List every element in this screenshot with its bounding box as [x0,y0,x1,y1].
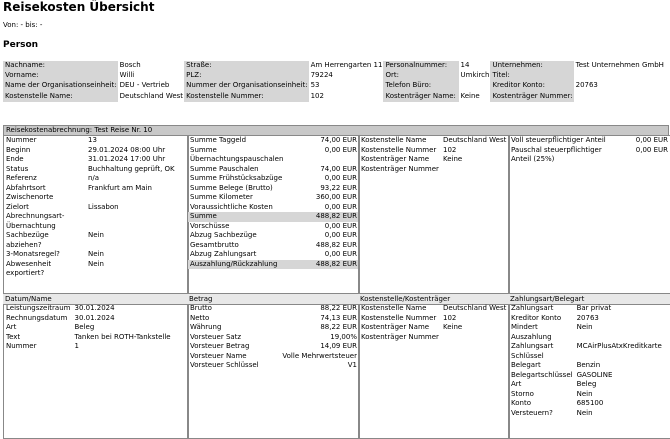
person-value [574,71,670,81]
general-row [4,250,188,260]
kst-value: Keine [443,323,463,331]
general-row [4,231,188,250]
kst-label: Kostenträger Name [361,323,430,331]
cost-box [358,135,510,295]
general-row [4,260,188,279]
person-label: Kostenstelle Nummer: [184,92,308,102]
datum-value: 1 [74,342,79,350]
general-value [86,212,188,231]
betrag-label: Währung [190,323,222,331]
sum-label: Summe Frühstücksabzüge [190,174,283,182]
cost-label: Kostenstelle Nummer [361,145,437,154]
general-row [4,146,188,156]
general-row [4,155,188,165]
zahlung-value: GASOLINE [576,370,613,379]
person-label: Titel: [490,71,573,81]
person-row [3,61,670,71]
general-label: 3-Monatsregel? [6,250,60,258]
zahlung-row [509,361,670,371]
cost-value: Deutschland West [443,136,507,144]
sum-row [188,136,359,146]
person-value: Bosch [119,61,141,69]
zahlung-label: Versteuern? [511,408,553,417]
sum-value: 93,22 EUR [320,183,357,192]
person-value: DEU - Vertrieb [119,81,170,90]
sum-row [188,193,359,203]
datum-label: Nummer [6,342,37,350]
zahlung-row [509,371,670,381]
datum-label: Text [6,332,21,341]
zahlung-value: Nein [576,389,593,398]
person-value: Test Unternehmen GmbH [575,61,664,69]
zahlung-label: Mindert Auszahlung [511,323,552,341]
tax-value: 0,00 EUR [635,145,668,154]
datum-row [4,314,188,324]
person-label: Kostenträger Name: [383,92,458,102]
datum-label: Art [6,323,17,331]
general-value: 13 [88,136,97,144]
general-value: Lissabon [88,202,119,211]
zahlung-label: Storno [511,389,534,398]
general-label: Zielort [6,202,29,211]
datum-row [4,323,188,333]
person-value: 14 [460,61,470,69]
datum-value: Tanken bei ROTH-Tankstelle [74,332,171,341]
person-label: Personalnummer: [383,61,458,71]
tax-label: Pauschal steuerpflichtiger Anteil (25%) [511,145,602,163]
person-row [3,71,670,81]
zahlung-label: Belegart [511,361,541,369]
zahlung-row [509,342,670,361]
zahlung-row [509,409,670,419]
person-label: Telefon Büro: [383,81,458,91]
person-label: PLZ: [184,71,308,81]
zahlung-label: Kreditor Konto [511,313,562,322]
datum-value: 30.01.2024 [74,313,115,322]
betrag-label: Vorsteuer Satz [190,332,242,341]
person-value: 102 [310,91,324,100]
sum-value: 0,00 EUR [324,231,357,239]
header-zahlungsart: Zahlungsart/Belegart [508,293,670,305]
betrag-value: V1 [347,361,357,369]
general-value: 29.01.2024 08:00 Uhr [88,145,166,154]
zahlung-label: Zahlungsart Schlüssel [511,342,554,360]
cost-value [441,165,509,175]
person-row [3,92,670,102]
zahlung-value: Benzin [576,361,601,369]
person-value: Willi [119,71,135,80]
kst-value: Deutschland West [443,304,507,312]
datum-label: Leistungszeitraum [6,304,71,312]
zahlung-row [509,323,670,342]
general-row [4,136,188,146]
betrag-value: 19,00% [330,332,357,341]
sum-value: 0,00 EUR [324,202,357,211]
sum-value: 488,82 EUR [315,240,357,249]
kst-row [359,314,509,324]
zahlung-label: Belegartschlüssel [511,370,573,379]
general-value: 31.01.2024 17:00 Uhr [88,155,166,163]
betrag-label: Vorsteuer Name [190,351,247,360]
person-value: 79224 [310,71,333,80]
person-value: 53 [310,81,320,90]
sum-row [188,184,359,194]
zahlung-row [509,380,670,390]
sum-value: 0,00 EUR [324,145,357,154]
general-value: Frankfurt am Main [88,183,152,192]
header-datum: Datum/Name [3,293,187,305]
zahlung-label: Zahlungsart [511,304,554,312]
cost-row [359,165,509,175]
sum-row [188,241,359,251]
person-label: Kostenstelle Name: [3,92,118,102]
person-label: Nachname: [3,61,118,71]
general-value: n/a [88,174,100,182]
header-kostenstelle: Kostenstelle/Kostenträger [358,293,508,305]
kst-label: Kostenträger Nummer [361,332,439,341]
cost-value: Keine [443,155,463,163]
tax-box [508,135,670,295]
person-value: 20763 [575,81,598,90]
kst-box [358,304,510,439]
zahlung-value: 685100 [576,399,604,407]
general-value: Buchhaltung geprüft, OK [88,164,175,173]
sum-label: Summe Belege (Brutto) [190,183,273,192]
zahlung-value: Bar privat [576,304,612,312]
betrag-row [188,361,359,371]
tax-row [509,136,670,146]
sum-label: Auszahlung/Rückzahlung [188,260,314,270]
zahlung-row [509,399,670,409]
betrag-value: 74,13 EUR [320,313,357,322]
sum-value: 488,82 EUR [315,259,357,268]
betrag-row [188,304,359,314]
person-value [574,92,670,102]
general-label: Ende [6,155,24,163]
cost-label: Kostenträger Nummer [361,164,439,173]
sum-label: Summe Pauschalen [190,164,259,173]
person-label: Unternehmen: [490,61,573,71]
general-row [4,203,188,213]
general-label: Abwesenheit exportiert? [6,259,52,277]
person-value: Umkirch [460,71,490,80]
person-label: Name der Organisationseinheit: [3,81,118,91]
betrag-row [188,314,359,324]
person-table [3,61,670,102]
betrag-box [187,304,360,439]
general-row [4,165,188,175]
betrag-row [188,333,359,343]
person-value [459,81,491,91]
kst-label: Kostenstelle Name [361,304,427,312]
kst-row [359,304,509,314]
general-label: Beginn [6,145,31,154]
sum-value: 0,00 EUR [324,250,357,258]
betrag-label: Vorsteuer Betrag [190,342,250,350]
betrag-value: 88,22 EUR [320,323,357,331]
betrag-label: Brutto [190,304,212,312]
general-value: Nein [88,250,104,258]
person-heading: Person [3,40,39,50]
kst-value: 102 [443,313,457,322]
sum-row [188,165,359,175]
cost-label: Kostenstelle Name [361,136,427,144]
zahlung-row [509,304,670,314]
datum-value: 30.01.2024 [74,304,115,312]
betrag-label: Netto [190,313,210,322]
sum-row [188,260,359,270]
betrag-row [188,323,359,333]
zahlung-value: 20763 [576,313,599,322]
sum-value: 488,82 EUR [315,212,357,220]
datum-row [4,333,188,343]
sum-value: 74,00 EUR [320,164,357,173]
zahlung-box [508,304,670,439]
betrag-value: 14,09 EUR [320,342,357,350]
kst-row [359,323,509,333]
general-box [3,135,189,295]
general-row [4,193,188,203]
person-label: Straße: [184,61,308,71]
zahlung-row [509,314,670,324]
date-range: Von: - bis: - [3,21,43,29]
cost-row [359,155,509,165]
datum-row [4,304,188,314]
abrechnung-title: Reisekostenabrechnung: Test Reise Nr. 10 [3,125,669,136]
sum-label: Abzug Zahlungsart [190,250,257,258]
general-label: Status [6,164,29,173]
kst-label: Kostenstelle Nummer [361,313,437,322]
page-title: Reisekosten Übersicht [3,0,155,14]
general-value: Nein [88,231,104,239]
general-row [4,212,188,231]
person-label: Vorname: [3,71,118,81]
general-label: Nummer [6,136,37,144]
sum-label: Summe Übernachtungspauschalen [190,145,284,163]
zahlung-value: Beleg [576,380,597,388]
header-betrag: Betrag [187,293,358,305]
general-label: Abrechnungsart-Übernachtung [6,212,65,230]
tax-row [509,146,670,165]
general-label: Sachbezüge abziehen? [6,231,49,249]
sum-label: Gesamtbrutto [190,240,239,249]
datum-value: Beleg [74,323,95,331]
cost-row [359,146,509,156]
general-label: Zwischenorte [6,193,54,201]
person-label: Kostenträger Nummer: [490,92,573,102]
betrag-row [188,352,359,362]
sum-row [188,146,359,165]
sum-label: Abzug Sachbezüge [190,231,257,239]
sum-value: 0,00 EUR [324,174,357,182]
person-row [3,81,670,91]
sum-row [188,222,359,232]
kst-row [359,333,509,343]
tax-value: 0,00 EUR [635,136,668,144]
general-value: Nein [88,259,104,268]
sum-row [188,174,359,184]
zahlung-label: Art [511,380,522,388]
general-value [86,193,188,203]
general-row [4,184,188,194]
betrag-label: Vorsteuer Schlüssel [190,361,259,369]
datum-row [4,342,188,352]
betrag-row [188,342,359,352]
zahlung-value: Nein [576,408,593,417]
person-label: Nummer der Organisationseinheit: [184,81,308,91]
sum-row [188,231,359,241]
betrag-value: Volle Mehrwertsteuer [282,351,357,360]
sum-label: Summe Kilometer [190,193,253,201]
person-value: Keine [460,91,480,100]
betrag-value: 88,22 EUR [320,304,357,312]
general-label: Abfahrtsort [6,183,46,192]
zahlung-value: Nein [576,323,593,331]
sum-label: Voraussichtliche Kosten [190,202,273,211]
sum-row [188,212,359,222]
sum-label: Summe [188,212,314,222]
general-row [4,174,188,184]
person-label: Ort: [383,71,458,81]
tax-label: Voll steuerpflichtiger Anteil [511,136,606,144]
general-label: Referenz [6,174,37,182]
datum-box [3,304,189,439]
sum-label: Summe Taggeld [190,136,247,144]
sums-box [187,135,360,295]
kst-value [441,333,509,343]
sum-row [188,203,359,213]
cost-row [359,136,509,146]
person-value: Deutschland West [119,91,184,100]
sum-value: 0,00 EUR [324,221,357,230]
sum-row [188,250,359,260]
person-value: Am Herrengarten 11 [310,61,383,69]
sum-value: 74,00 EUR [320,136,357,144]
sum-value: 360,00 EUR [315,193,357,201]
zahlung-label: Konto [511,399,531,407]
sum-label: Vorschüsse [190,221,230,230]
cost-label: Kostenträger Name [361,155,430,163]
zahlung-row [509,390,670,400]
cost-value: 102 [443,145,457,154]
person-label: Kreditor Konto: [490,81,573,91]
datum-label: Rechnungsdatum [6,313,68,322]
zahlung-value: MCAirPlusAtxKreditkarte [576,342,662,350]
